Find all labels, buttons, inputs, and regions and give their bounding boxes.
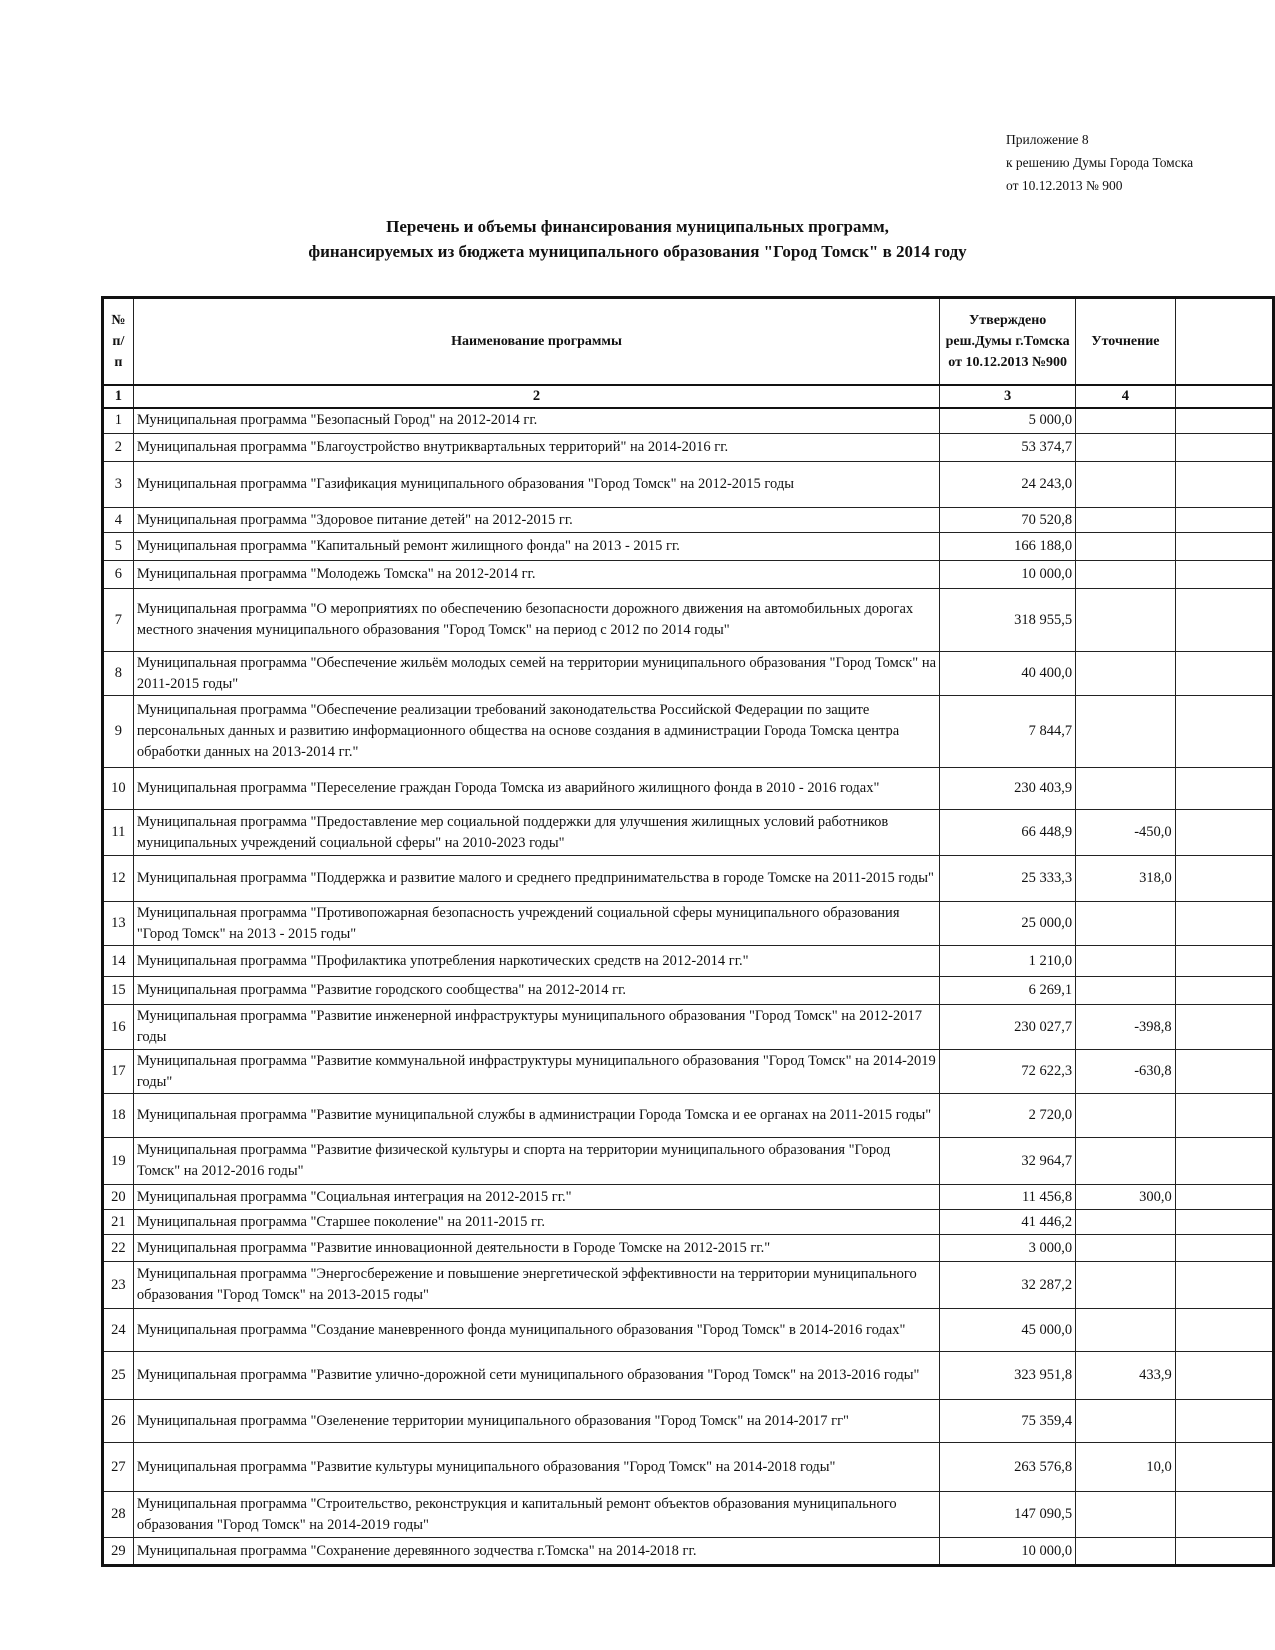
approved-amount: 53 374,7 — [940, 434, 1076, 462]
table-row — [103, 810, 1274, 856]
program-name: Муниципальная программа "Старшее поколение" на 2011-2015 гг. — [133, 1210, 939, 1235]
approved-amount: 147 090,5 — [940, 1492, 1076, 1538]
clarification-amount — [1076, 1094, 1176, 1138]
extra-cell — [1175, 1492, 1273, 1538]
row-number: 14 — [103, 946, 134, 977]
row-number: 8 — [103, 652, 134, 696]
clarification-amount — [1076, 408, 1176, 434]
clarification-amount — [1076, 768, 1176, 810]
appendix-line: к решению Думы Города Томска — [1006, 155, 1194, 170]
program-name: Муниципальная программа "Газификация муниципального образования "Город Томск" на 2012-2015 годы — [133, 462, 939, 508]
program-name: Муниципальная программа "Социальная интеграция на 2012-2015 гг." — [133, 1185, 939, 1210]
program-name: Муниципальная программа "Развитие инженерной инфраструктуры муниципального образования "Город Томск" на 2012-2017 годы — [133, 1005, 939, 1050]
row-number: 15 — [103, 977, 134, 1005]
approved-amount: 24 243,0 — [940, 462, 1076, 508]
row-number: 12 — [103, 856, 134, 902]
index-cell — [1175, 385, 1273, 408]
program-name: Муниципальная программа "Развитие муниципальной службы в администрации Города Томска и ее органах на 2011-2015 годы" — [133, 1094, 939, 1138]
program-name: Муниципальная программа "Предоставление мер социальной поддержки для улучшения жилищных условий работников муниципальных учреждений социальной сферы" на 2010-2023 годы" — [133, 810, 939, 856]
clarification-amount: 300,0 — [1076, 1185, 1176, 1210]
row-number: 25 — [103, 1352, 134, 1400]
clarification-amount — [1076, 1138, 1176, 1185]
program-name: Муниципальная программа "Энергосбережение и повышение энергетической эффективности на территории муниципального образования "Город Томск" на 2013-2015 годы" — [133, 1262, 939, 1309]
table-row — [103, 1094, 1274, 1138]
header-name: Наименование программы — [133, 298, 939, 385]
clarification-amount — [1076, 1235, 1176, 1262]
table-row — [103, 696, 1274, 768]
clarification-amount — [1076, 902, 1176, 946]
table-row — [103, 1235, 1274, 1262]
program-name: Муниципальная программа "Безопасный Город" на 2012-2014 гг. — [133, 408, 939, 434]
program-name: Муниципальная программа "Строительство, реконструкция и капитальный ремонт объектов образования муниципального образования "Город Томск" на 2014-2019 годы" — [133, 1492, 939, 1538]
title-line: финансируемых из бюджета муниципального образования "Город Томск" в 2014 году — [308, 242, 967, 261]
approved-amount: 1 210,0 — [940, 946, 1076, 977]
extra-cell — [1175, 1005, 1273, 1050]
approved-amount: 10 000,0 — [940, 561, 1076, 589]
approved-amount: 6 269,1 — [940, 977, 1076, 1005]
clarification-amount — [1076, 1400, 1176, 1443]
program-name: Муниципальная программа "Обеспечение реализации требований законодательства Российской Федерации по защите персональных данных и развитию информационного общества на основе создания в администрации Города Томска центра обработки данных на 2013-2014 гг." — [133, 696, 939, 768]
approved-amount: 45 000,0 — [940, 1309, 1076, 1352]
row-number: 3 — [103, 462, 134, 508]
program-name: Муниципальная программа "Развитие городского сообщества" на 2012-2014 гг. — [133, 977, 939, 1005]
row-number: 2 — [103, 434, 134, 462]
extra-cell — [1175, 1443, 1273, 1492]
extra-cell — [1175, 533, 1273, 561]
row-number: 28 — [103, 1492, 134, 1538]
row-number: 11 — [103, 810, 134, 856]
extra-cell — [1175, 1185, 1273, 1210]
clarification-amount — [1076, 434, 1176, 462]
table-row — [103, 1443, 1274, 1492]
program-name: Муниципальная программа "Создание маневренного фонда муниципального образования "Город Томск" в 2014-2016 годах" — [133, 1309, 939, 1352]
table-row — [103, 902, 1274, 946]
appendix-line: Приложение 8 — [1006, 132, 1089, 147]
table-row — [103, 1050, 1274, 1094]
approved-amount: 7 844,7 — [940, 696, 1076, 768]
approved-amount: 72 622,3 — [940, 1050, 1076, 1094]
header-extra — [1175, 298, 1273, 385]
approved-amount: 25 000,0 — [940, 902, 1076, 946]
row-number: 5 — [103, 533, 134, 561]
program-name: Муниципальная программа "Развитие инновационной деятельности в Городе Томске на 2012-2015 гг." — [133, 1235, 939, 1262]
clarification-amount — [1076, 1492, 1176, 1538]
program-name: Муниципальная программа "Молодежь Томска" на 2012-2014 гг. — [133, 561, 939, 589]
table-row — [103, 434, 1274, 462]
clarification-amount — [1076, 1210, 1176, 1235]
table-row — [103, 533, 1274, 561]
table-row — [103, 1262, 1274, 1309]
extra-cell — [1175, 696, 1273, 768]
extra-cell — [1175, 768, 1273, 810]
table-row — [103, 946, 1274, 977]
extra-cell — [1175, 434, 1273, 462]
table-row — [103, 1138, 1274, 1185]
approved-amount: 11 456,8 — [940, 1185, 1076, 1210]
approved-amount: 41 446,2 — [940, 1210, 1076, 1235]
table-row — [103, 1538, 1274, 1566]
index-cell: 1 — [103, 385, 134, 408]
program-name: Муниципальная программа "Здоровое питание детей" на 2012-2015 гг. — [133, 508, 939, 533]
clarification-amount — [1076, 977, 1176, 1005]
approved-amount: 75 359,4 — [940, 1400, 1076, 1443]
extra-cell — [1175, 462, 1273, 508]
table-row — [103, 561, 1274, 589]
approved-amount: 230 027,7 — [940, 1005, 1076, 1050]
extra-cell — [1175, 810, 1273, 856]
extra-cell — [1175, 1400, 1273, 1443]
clarification-amount: -398,8 — [1076, 1005, 1176, 1050]
header-clarification: Уточнение — [1076, 298, 1176, 385]
clarification-amount: 433,9 — [1076, 1352, 1176, 1400]
index-cell: 3 — [940, 385, 1076, 408]
program-name: Муниципальная программа "Капитальный ремонт жилищного фонда" на 2013 - 2015 гг. — [133, 533, 939, 561]
row-number: 18 — [103, 1094, 134, 1138]
extra-cell — [1175, 1352, 1273, 1400]
approved-amount: 66 448,9 — [940, 810, 1076, 856]
table-row — [103, 1309, 1274, 1352]
extra-cell — [1175, 408, 1273, 434]
appendix-note — [1006, 128, 1193, 197]
approved-amount: 32 964,7 — [940, 1138, 1076, 1185]
row-number: 23 — [103, 1262, 134, 1309]
extra-cell — [1175, 1210, 1273, 1235]
program-name: Муниципальная программа "Развитие культуры муниципального образования "Город Томск" на 2014-2018 годы" — [133, 1443, 939, 1492]
extra-cell — [1175, 1309, 1273, 1352]
row-number: 4 — [103, 508, 134, 533]
table-row — [103, 1400, 1274, 1443]
table-row — [103, 589, 1274, 652]
table-row — [103, 977, 1274, 1005]
program-name: Муниципальная программа "Переселение граждан Города Томска из аварийного жилищного фонда в 2010 - 2016 годах" — [133, 768, 939, 810]
approved-amount: 5 000,0 — [940, 408, 1076, 434]
row-number: 22 — [103, 1235, 134, 1262]
approved-amount: 25 333,3 — [940, 856, 1076, 902]
row-number: 29 — [103, 1538, 134, 1566]
table-row — [103, 856, 1274, 902]
program-name: Муниципальная программа "Профилактика употребления наркотических средств на 2012-2014 гг." — [133, 946, 939, 977]
table-row — [103, 768, 1274, 810]
extra-cell — [1175, 856, 1273, 902]
clarification-amount — [1076, 652, 1176, 696]
approved-amount: 166 188,0 — [940, 533, 1076, 561]
appendix-line: от 10.12.2013 № 900 — [1006, 178, 1123, 193]
extra-cell — [1175, 902, 1273, 946]
clarification-amount: 318,0 — [1076, 856, 1176, 902]
row-number: 17 — [103, 1050, 134, 1094]
programs-table — [101, 296, 1275, 1567]
extra-cell — [1175, 561, 1273, 589]
clarification-amount — [1076, 1309, 1176, 1352]
table-row — [103, 1492, 1274, 1538]
approved-amount: 230 403,9 — [940, 768, 1076, 810]
row-number: 1 — [103, 408, 134, 434]
approved-amount: 10 000,0 — [940, 1538, 1076, 1566]
clarification-amount — [1076, 462, 1176, 508]
approved-amount: 323 951,8 — [940, 1352, 1076, 1400]
table-row — [103, 462, 1274, 508]
approved-amount: 40 400,0 — [940, 652, 1076, 696]
extra-cell — [1175, 1538, 1273, 1566]
table-row — [103, 1005, 1274, 1050]
row-number: 19 — [103, 1138, 134, 1185]
row-number: 20 — [103, 1185, 134, 1210]
clarification-amount — [1076, 508, 1176, 533]
clarification-amount — [1076, 533, 1176, 561]
row-number: 9 — [103, 696, 134, 768]
clarification-amount — [1076, 946, 1176, 977]
approved-amount: 3 000,0 — [940, 1235, 1076, 1262]
clarification-amount — [1076, 589, 1176, 652]
extra-cell — [1175, 977, 1273, 1005]
program-name: Муниципальная программа "Противопожарная безопасность учреждений социальной сферы муниципального образования "Город Томск" на 2013 - 2015 годы" — [133, 902, 939, 946]
index-cell: 4 — [1076, 385, 1176, 408]
header-num: № п/ п — [103, 298, 134, 385]
approved-amount: 2 720,0 — [940, 1094, 1076, 1138]
program-name: Муниципальная программа "Озеленение территории муниципального образования "Город Томск" на 2014-2017 гг" — [133, 1400, 939, 1443]
program-name: Муниципальная программа "Развитие физической культуры и спорта на территории муниципального образования "Город Томск" на 2012-2016 годы" — [133, 1138, 939, 1185]
extra-cell — [1175, 508, 1273, 533]
program-name: Муниципальная программа "Сохранение деревянного зодчества г.Томска" на 2014-2018 гг. — [133, 1538, 939, 1566]
document-title — [0, 214, 1275, 264]
program-name: Муниципальная программа "Обеспечение жильём молодых семей на территории муниципального образования "Город Томск" на 2011-2015 годы" — [133, 652, 939, 696]
program-name: Муниципальная программа "Развитие улично-дорожной сети муниципального образования "Город Томск" на 2013-2016 годы" — [133, 1352, 939, 1400]
table-row — [103, 1185, 1274, 1210]
program-name: Муниципальная программа "Поддержка и развитие малого и среднего предпринимательства в городе Томске на 2011-2015 годы" — [133, 856, 939, 902]
row-number: 24 — [103, 1309, 134, 1352]
row-number: 6 — [103, 561, 134, 589]
table-row — [103, 408, 1274, 434]
row-number: 13 — [103, 902, 134, 946]
clarification-amount — [1076, 1262, 1176, 1309]
clarification-amount — [1076, 696, 1176, 768]
clarification-amount: 10,0 — [1076, 1443, 1176, 1492]
extra-cell — [1175, 1094, 1273, 1138]
approved-amount: 318 955,5 — [940, 589, 1076, 652]
approved-amount: 263 576,8 — [940, 1443, 1076, 1492]
clarification-amount — [1076, 1538, 1176, 1566]
program-name: Муниципальная программа "Развитие коммунальной инфраструктуры муниципального образования "Город Томск" на 2014-2019 годы" — [133, 1050, 939, 1094]
extra-cell — [1175, 946, 1273, 977]
extra-cell — [1175, 1235, 1273, 1262]
clarification-amount — [1076, 561, 1176, 589]
approved-amount: 70 520,8 — [940, 508, 1076, 533]
program-name: Муниципальная программа "Благоустройство внутриквартальных территорий" на 2014-2016 гг. — [133, 434, 939, 462]
clarification-amount: -450,0 — [1076, 810, 1176, 856]
extra-cell — [1175, 589, 1273, 652]
extra-cell — [1175, 652, 1273, 696]
row-number: 7 — [103, 589, 134, 652]
extra-cell — [1175, 1262, 1273, 1309]
table-row — [103, 1352, 1274, 1400]
table-row — [103, 652, 1274, 696]
clarification-amount: -630,8 — [1076, 1050, 1176, 1094]
approved-amount: 32 287,2 — [940, 1262, 1076, 1309]
row-number: 21 — [103, 1210, 134, 1235]
title-line: Перечень и объемы финансирования муниципальных программ, — [386, 217, 889, 236]
table-row — [103, 1210, 1274, 1235]
index-cell: 2 — [133, 385, 939, 408]
program-name: Муниципальная программа "О мероприятиях по обеспечению безопасности дорожного движения на автомобильных дорогах местного значения муниципального образования "Город Томск" на период с 2012 по 2014 годы" — [133, 589, 939, 652]
extra-cell — [1175, 1138, 1273, 1185]
header-approved: Утверждено реш.Думы г.Томска от 10.12.2013 №900 — [940, 298, 1076, 385]
table-row — [103, 508, 1274, 533]
row-number: 27 — [103, 1443, 134, 1492]
row-number: 10 — [103, 768, 134, 810]
row-number: 16 — [103, 1005, 134, 1050]
extra-cell — [1175, 1050, 1273, 1094]
row-number: 26 — [103, 1400, 134, 1443]
